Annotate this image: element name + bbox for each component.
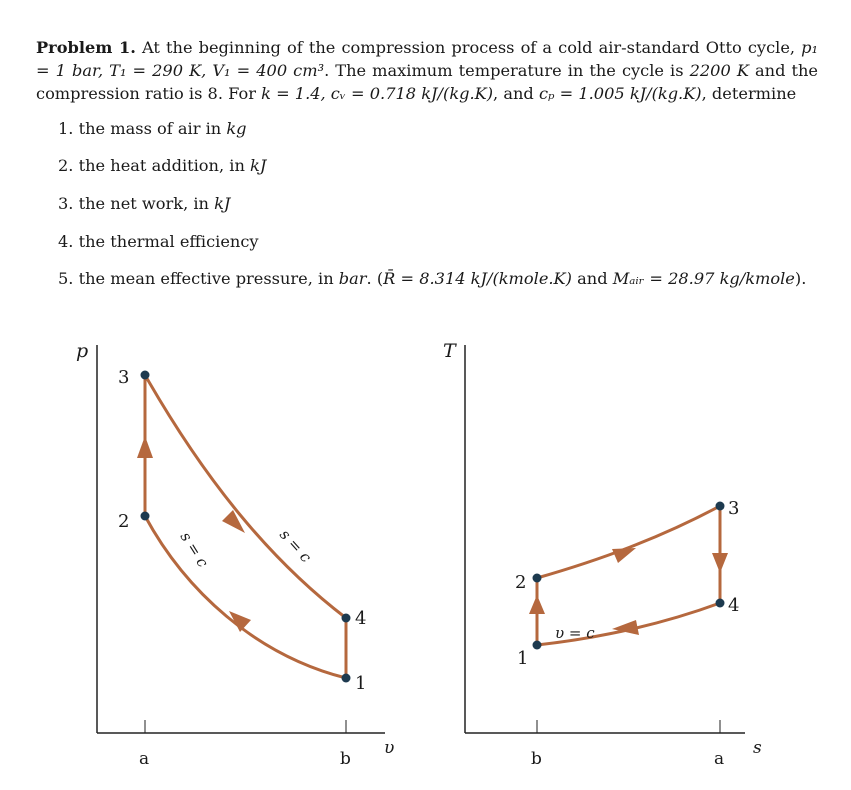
pv-state-3 [141, 371, 150, 380]
pv-isentropic-label-upper: s = c [276, 525, 315, 567]
ts-state-1 [533, 641, 542, 650]
statement-part: and the compression ratio is 8. For [36, 61, 819, 103]
cp-value: cₚ = 1.005 kJ/(kg.K) [538, 84, 702, 103]
ts-arrow-heat-add-icon [612, 548, 636, 563]
pv-state-1 [342, 674, 351, 683]
pv-y-axis-label: p [76, 340, 89, 362]
ts-constant-volume-label: υ = c [555, 624, 595, 642]
initial-conditions: p₁ = 1 bar, T₁ = 290 K, V₁ = 400 cm³ [36, 38, 818, 80]
ts-x-axis-label: s [753, 738, 762, 758]
list-item: 2. the heat addition, in kJ [58, 156, 267, 175]
statement-part: At the beginning of the compression process of a cold air-standard Otto cycle, [142, 38, 802, 57]
ts-tick-label-a: a [714, 749, 725, 769]
ts-state-4 [716, 599, 725, 608]
ts-arrow-up-icon [529, 595, 545, 614]
list-item: 4. the thermal efficiency [58, 232, 259, 251]
pv-diagram [76, 340, 394, 769]
ts-y-axis-label: T [443, 340, 456, 362]
max-temperature: 2200 K [689, 61, 749, 80]
pv-process-3-4 [145, 375, 346, 618]
list-item: 5. the mean effective pressure, in bar. (R̄ = 8.314 kJ/(kmole.K) and Mₐᵢᵣ = 28.97 kg/kmole). [58, 269, 807, 288]
pv-arrow-expansion-icon [222, 510, 245, 533]
ts-label-2: 2 [515, 572, 527, 593]
ts-arrow-down-icon [712, 553, 728, 573]
ts-tick-label-b: b [531, 749, 542, 769]
pv-tick-label-b: b [340, 749, 351, 769]
statement-part: . The maximum temperature in the cycle is [324, 61, 690, 80]
list-item: 3. the net work, in kJ [58, 194, 231, 213]
pv-state-4 [342, 614, 351, 623]
statement-part: , determine [701, 84, 797, 103]
ts-process-2-3 [537, 506, 720, 578]
pv-state-2 [141, 512, 150, 521]
ts-label-3: 3 [728, 498, 740, 519]
pv-process-1-2 [145, 516, 346, 678]
list-item: 1. the mass of air in kg [58, 119, 247, 138]
pv-label-3: 3 [118, 367, 130, 388]
ts-label-4: 4 [728, 595, 740, 616]
ts-state-3 [716, 502, 725, 511]
pv-label-2: 2 [118, 511, 130, 532]
pv-tick-label-a: a [139, 749, 150, 769]
statement-part: , and [493, 84, 539, 103]
pv-arrow-up-icon [137, 436, 153, 458]
ts-diagram [443, 340, 762, 769]
pv-label-1: 1 [355, 673, 367, 694]
problem-label: Problem 1. [36, 38, 136, 57]
ts-state-2 [533, 574, 542, 583]
pv-isentropic-label-lower: s = c [176, 528, 213, 571]
pv-label-4: 4 [355, 608, 367, 629]
k-cv-values: k = 1.4, cᵥ = 0.718 kJ/(kg.K) [261, 84, 494, 103]
pv-x-axis-label: υ [384, 738, 395, 758]
ts-label-1: 1 [517, 648, 529, 669]
